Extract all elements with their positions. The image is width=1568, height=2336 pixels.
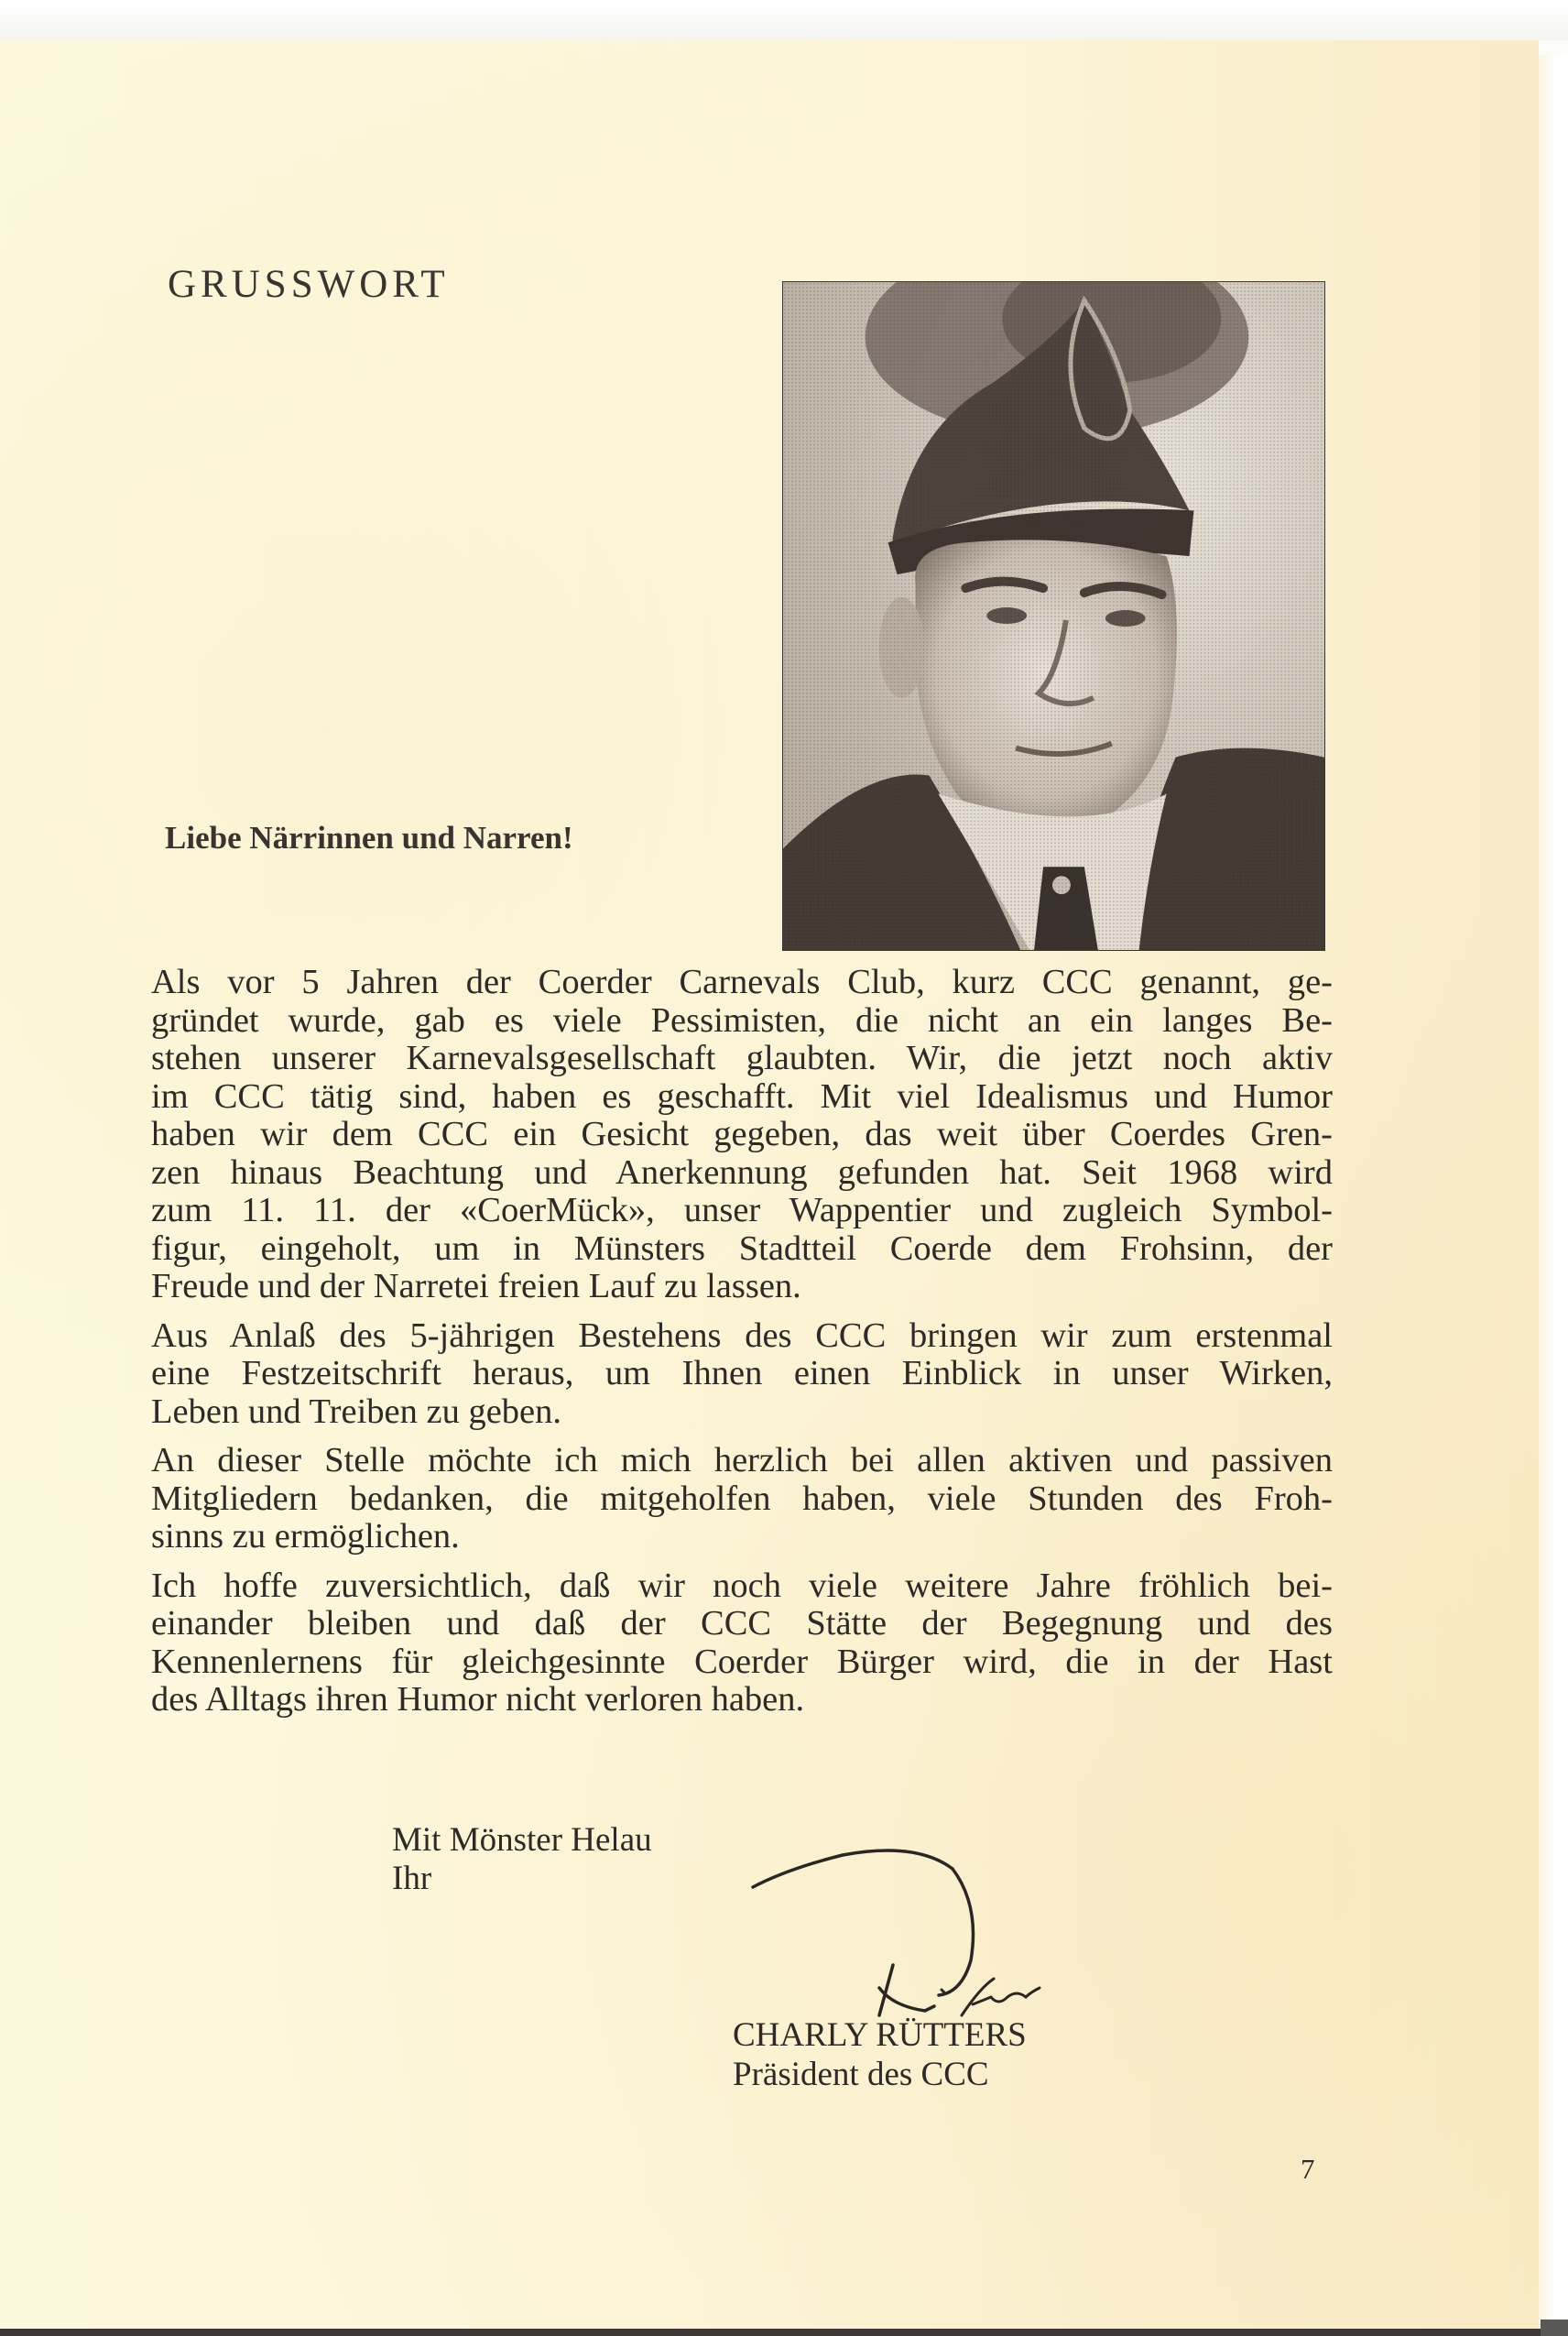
text-line: Als vor 5 Jahren der Coerder Carnevals Club, kurz CCC genannt, ge-: [151, 963, 1333, 1001]
portrait-image-icon: [783, 282, 1324, 950]
closing-greeting: Mit Mönster Helau: [392, 1821, 652, 1859]
text-line: Aus Anlaß des 5-jährigen Bestehens des CCC bringen wir zum erstenmal: [151, 1315, 1333, 1355]
scan-top-margin: [0, 0, 1568, 40]
salutation: Liebe Närrinnen und Narren!: [165, 820, 573, 856]
text-line: Kennenlernens für gleichgesinnte Coerder Bürger wird, die in der Hast: [151, 1642, 1333, 1681]
scan-bottom-corner: [1541, 2320, 1568, 2336]
letter-body: [151, 964, 1333, 1730]
text-line: sinns zu ermöglichen.: [151, 1517, 460, 1556]
text-line: zen hinaus Beachtung und Anerkennung gefunden hat. Seit 1968 wird: [151, 1152, 1333, 1192]
text-line: Freude und der Narretei freien Lauf zu lassen.: [151, 1267, 801, 1305]
text-line: An dieser Stelle möchte ich mich herzlich bei allen aktiven und passiven: [151, 1441, 1333, 1479]
text-line: des Alltags ihren Humor nicht verloren haben.: [151, 1680, 805, 1719]
page-number: 7: [1301, 2153, 1315, 2185]
text-line: zum 11. 11. der «CoerMück», unser Wappentier und zugleich Symbol-: [151, 1191, 1333, 1229]
signature-icon: [733, 1832, 1117, 2034]
text-line: stehen unserer Karnevalsgesellschaft glaubten. Wir, die jetzt noch aktiv: [151, 1039, 1333, 1077]
closing-ihr: Ihr: [392, 1860, 432, 1897]
text-line: Ich hoffe zuversichtlich, daß wir noch viele weitere Jahre fröhlich bei-: [151, 1566, 1333, 1605]
text-line: eine Festzeitschrift heraus, um Ihnen einen Einblick in unser Wirken,: [151, 1354, 1333, 1392]
portrait-photo: [782, 281, 1325, 951]
text-line: einander bleiben und daß der CCC Stätte der Begegnung und des: [151, 1604, 1333, 1643]
text-line: gründet wurde, gab es viele Pessimisten, die nicht an ein langes Be-: [151, 1000, 1333, 1040]
text-line: figur, eingeholt, um in Münsters Stadtteil Coerde dem Frohsinn, der: [151, 1228, 1333, 1268]
signer-role: Präsident des CCC: [733, 2056, 989, 2093]
text-line: im CCC tätig sind, haben es geschafft. Mit viel Idealismus und Humor: [151, 1076, 1333, 1116]
paragraph: [151, 964, 1333, 1306]
scan-bottom-edge: [0, 2329, 1568, 2336]
signer-block: [733, 2015, 1027, 2094]
page-edge: [1539, 55, 1568, 2336]
text-line: haben wir dem CCC ein Gesicht gegeben, das weit über Coerdes Gren-: [151, 1115, 1333, 1153]
paragraph: [151, 1442, 1333, 1556]
signer-name: CHARLY RÜTTERS: [733, 2016, 1027, 2054]
text-line: Leben und Treiben zu geben.: [151, 1392, 561, 1431]
text-line: Mitgliedern bedanken, die mitgeholfen haben, viele Stunden des Froh-: [151, 1479, 1333, 1518]
closing: [392, 1821, 652, 1898]
page-title: GRUSSWORT: [168, 263, 450, 306]
paragraph: [151, 1317, 1333, 1432]
paragraph: [151, 1567, 1333, 1719]
